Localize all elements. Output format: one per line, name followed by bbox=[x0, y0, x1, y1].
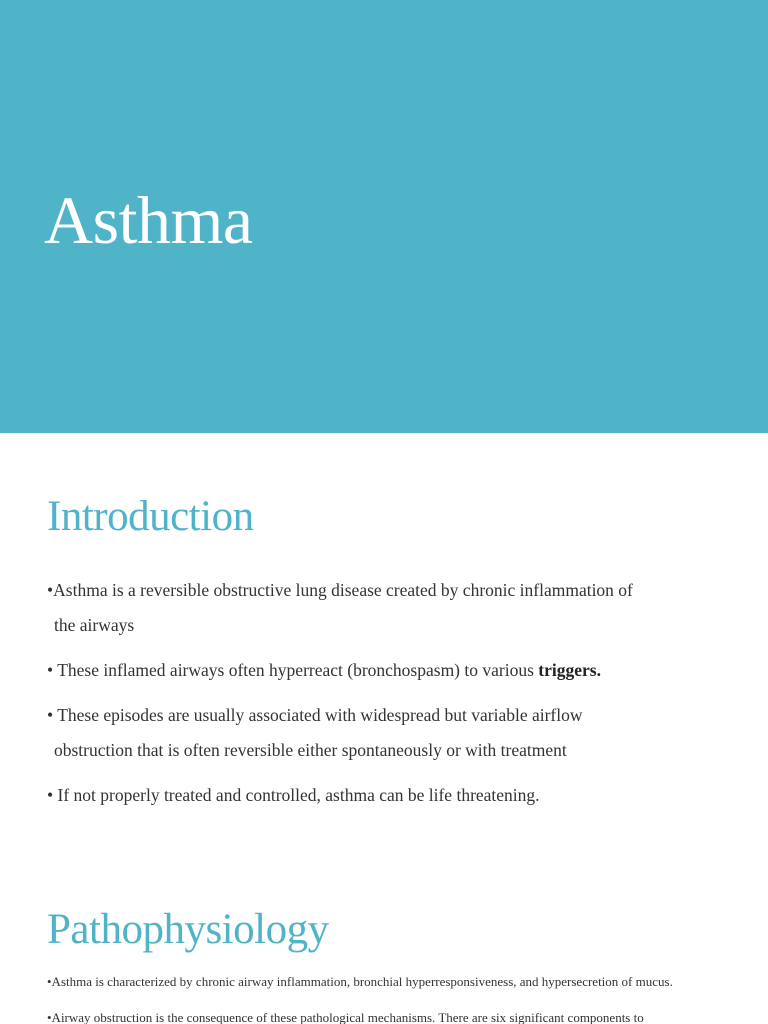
bullet-marker: • bbox=[47, 660, 58, 680]
title-slide bbox=[0, 0, 768, 433]
bullet-marker: • bbox=[47, 705, 58, 725]
bullet-text-continuation: obstruction that is often reversible either spontaneously or with treatment bbox=[54, 740, 567, 760]
bullet-bold-text: triggers. bbox=[538, 660, 601, 680]
introduction-slide bbox=[0, 433, 768, 873]
bullet-text: If not properly treated and controlled, asthma can be life threatening. bbox=[57, 785, 540, 805]
pathophysiology-bullet-list bbox=[47, 973, 747, 1024]
pathophysiology-slide bbox=[0, 873, 768, 1024]
bullet-text-continuation: the airways bbox=[54, 615, 135, 635]
bullet-item bbox=[47, 573, 714, 643]
bullet-item bbox=[47, 778, 714, 813]
bullet-item bbox=[47, 698, 714, 768]
bullet-item: •Airway obstruction is the consequence of these pathological mechanisms. There are six significant components to bbox=[47, 1010, 644, 1024]
bullet-text: Asthma is a reversible obstructive lung disease created by chronic inflammation of bbox=[53, 580, 633, 600]
bullet-marker: • bbox=[47, 785, 58, 805]
bullet-text: These inflamed airways often hyperreact (bronchospasm) to various bbox=[57, 660, 539, 680]
bullet-item bbox=[47, 653, 714, 688]
bullet-item: •Asthma is characterized by chronic airway inflammation, bronchial hyperresponsiveness, and hypersecretion of mucus. bbox=[47, 974, 673, 989]
introduction-heading: Introduction bbox=[47, 493, 254, 540]
bullet-marker: • bbox=[47, 580, 54, 600]
pathophysiology-heading: Pathophysiology bbox=[47, 906, 329, 953]
slide-title: Asthma bbox=[44, 182, 253, 258]
introduction-bullet-list bbox=[47, 573, 714, 823]
bullet-text: These episodes are usually associated with widespread but variable airflow bbox=[57, 705, 583, 725]
